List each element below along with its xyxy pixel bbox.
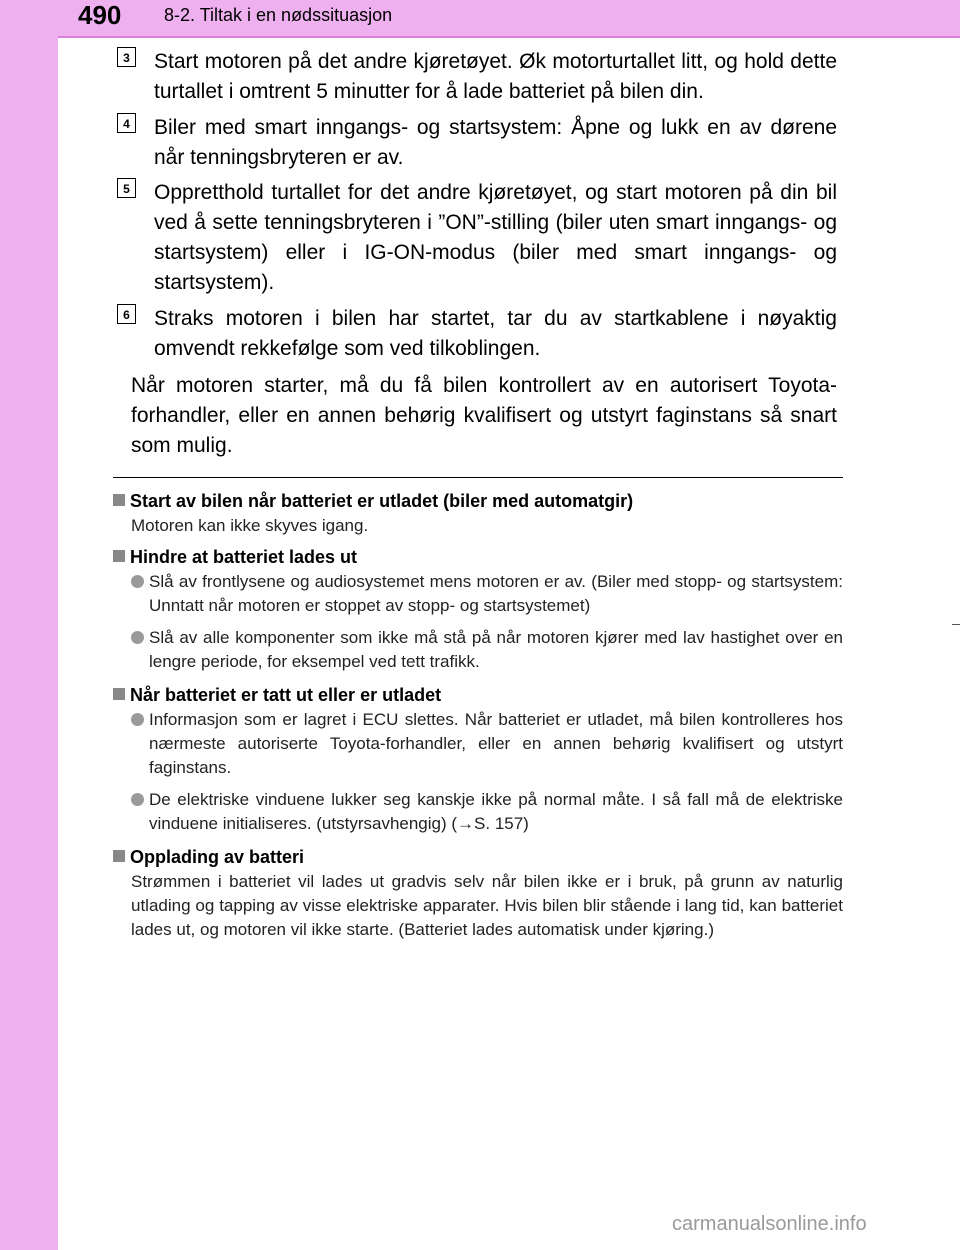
header-bar [0,0,960,36]
step-text: Straks motoren i bilen har startet, tar du av startkablene i nøyaktig omvendt rekkefølge som ved tilkoblingen. [154,307,837,360]
watermark: carmanualsonline.info [672,1213,867,1235]
square-bullet-icon [113,688,125,700]
step-number-box: 4 [117,113,136,133]
list-item: Informasjon som er lagret i ECU slettes. Når batteriet er utladet, må bilen kontrolleres hos nærmeste autoriserte Toyota-forhandler, eller en annen behørig kvalifisert og utstyrt faginstans. [131,708,843,780]
note-heading: Hindre at batteriet lades ut [130,547,358,567]
step-3 [117,47,837,107]
step-text: Start motoren på det andre kjøretøyet. Øk motorturtallet litt, og hold dette turtallet i omtrent 5 minutter for å lade batteriet på bilen din. [154,50,837,103]
step-number-box: 5 [117,178,136,198]
main-paragraph: Når motoren starter, må du få bilen kontrollert av en autorisert Toyota-forhandler, eller en annen behørig kvalifisert og utstyrt faginstans så snart som mulig. [131,374,837,457]
note-body: Motoren kan ikke skyves igang. [131,516,369,535]
step-text: Biler med smart inngangs- og startsystem: Åpne og lukk en av dørene når tenningsbryteren er av. [154,116,837,169]
page-number: 490 [78,0,122,30]
header-rule [58,36,960,38]
side-tab [0,0,58,1250]
section-title: 8-2. Tiltak i en nødssituasjon [164,5,393,25]
step-number-box: 3 [117,47,136,67]
note-start-discharged [113,488,843,538]
note-body: Strømmen i batteriet vil lades ut gradvis selv når bilen ikke er i bruk, på grunn av naturlig utlading og tapping av visse elektriske apparater. Hvis bilen blir stående i lang tid, kan batteriet lades ut, og motoren vil ikke starte. (Batteriet lades automatisk under kjøring.) [131,872,843,939]
square-bullet-icon [113,850,125,862]
note-prevent-discharge [113,544,843,674]
note-heading: Når batteriet er tatt ut eller er utladet [130,685,442,705]
step-5 [117,178,837,298]
crop-mark [952,624,960,625]
note-heading: Start av bilen når batteriet er utladet (biler med automatgir) [130,491,634,511]
circle-bullet-icon [131,793,144,806]
note-heading: Opplading av batteri [130,847,305,867]
section-divider [113,477,843,478]
square-bullet-icon [113,494,125,506]
list-item: Slå av alle komponenter som ikke må stå på når motoren kjører med lav hastighet over en lengre periode, for eksempel ved tett trafikk. [131,626,843,674]
circle-bullet-icon [131,713,144,726]
notes-section [113,488,843,948]
step-text: Oppretthold turtallet for det andre kjøretøyet, og start motoren på din bil ved å sette tenningsbryteren i ”ON”-stilling (biler uten smart inngangs- og startsystem) eller i IG-ON-modus (biler med smart inngangs- og startsystem). [154,181,837,294]
step-6 [117,304,837,364]
step-4 [117,113,837,173]
circle-bullet-icon [131,631,144,644]
step-number-box: 6 [117,304,136,324]
square-bullet-icon [113,550,125,562]
note-battery-removed [113,682,843,836]
note-charging [113,844,843,942]
circle-bullet-icon [131,575,144,588]
list-item: De elektriske vinduene lukker seg kanskje ikke på normal måte. I så fall må de elektriske vinduene initialiseres. (utstyrsavhengig) (→S. 157) [131,788,843,836]
list-item: Slå av frontlysene og audiosystemet mens motoren er av. (Biler med stopp- og startsystem: Unntatt når motoren er stoppet av stopp- og startsystemet) [131,570,843,618]
